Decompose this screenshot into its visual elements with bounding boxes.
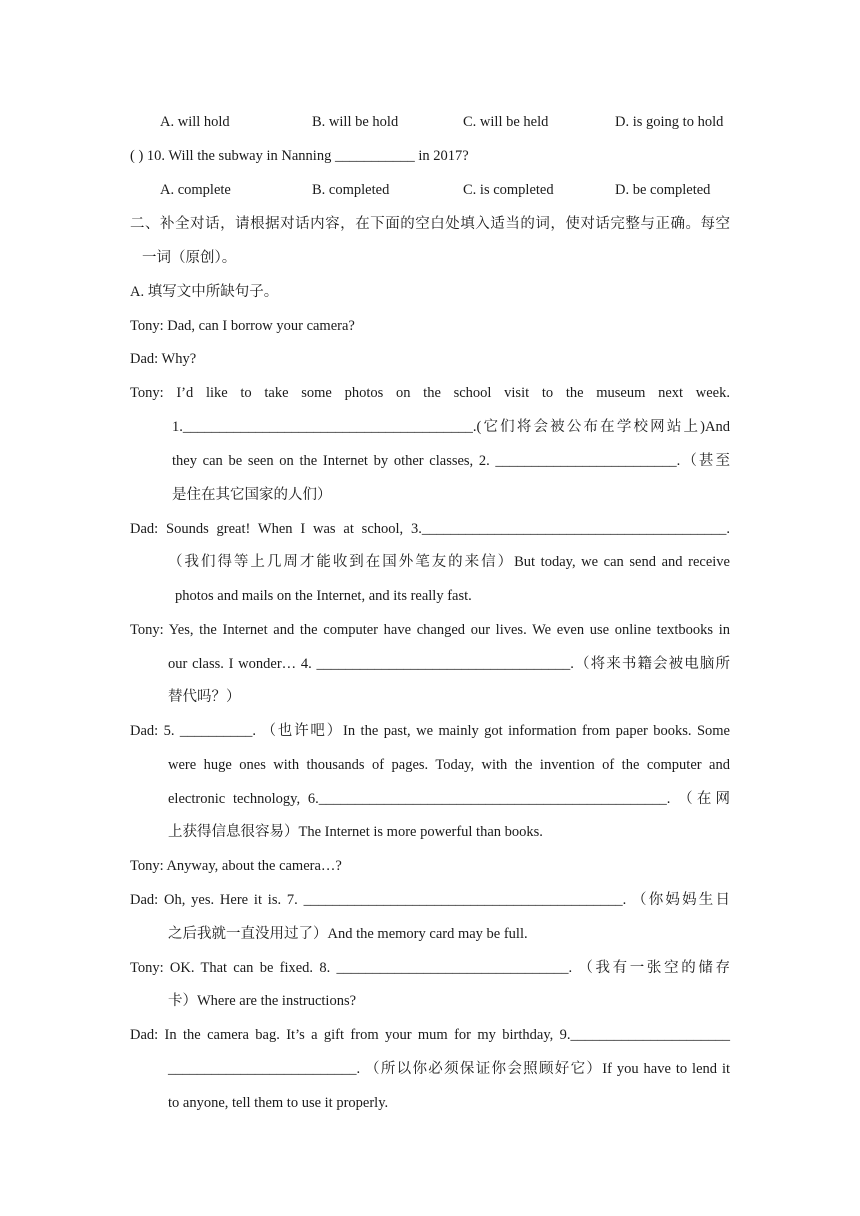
dialogue-line-15: electronic technology, 6.________________________________________________. （在网 <box>168 791 730 807</box>
dialogue-line-13: Dad: 5. __________. （也许吧）In the past, we mainly got information from paper books. Some <box>130 723 730 739</box>
dialogue-line-19: 之后我就一直没用过了）And the memory card may be full. <box>168 926 528 942</box>
dialogue-line-2: Dad: Why? <box>130 351 197 367</box>
dialogue-line-21: 卡）Where are the instructions? <box>168 993 357 1009</box>
dialogue-line-16: 上获得信息很容易）The Internet is more powerful than books. <box>168 824 543 840</box>
dialogue-line-17: Tony: Anyway, about the camera…? <box>130 858 342 874</box>
dialogue-line-8: （我们得等上几周才能收到在国外笔友的来信）But today, we can send and receive <box>168 554 730 570</box>
dialogue-line-22: Dad: In the camera bag. It’s a gift from your mum for my birthday, 9.______________________ <box>130 1027 730 1043</box>
q9-options <box>160 112 760 132</box>
dialogue-line-10: Tony: Yes, the Internet and the computer have changed our lives. We even use online textbooks in <box>130 622 730 638</box>
section2-title-cont: 一词（原创）。 <box>142 250 237 266</box>
q9-option-b: B. will be hold <box>312 114 399 130</box>
q9-option-d: D. is going to hold <box>615 114 724 130</box>
section2-title: 二、补全对话，请根据对话内容，在下面的空白处填入适当的词，使对话完整与正确。每空 <box>130 216 730 232</box>
dialogue-line-14: were huge ones with thousands of pages. Today, with the invention of the computer and <box>168 757 730 773</box>
q10-option-a: A. complete <box>160 182 231 198</box>
q10-options <box>160 180 760 200</box>
q10-stem: ( ) 10. Will the subway in Nanning ___________ in 2017? <box>130 148 469 164</box>
dialogue-line-6: 是住在其它国家的人们） <box>172 487 332 503</box>
dialogue-line-18: Dad: Oh, yes. Here it is. 7. ____________________________________________. （你妈妈生日 <box>130 892 730 908</box>
q10-option-b: B. completed <box>312 182 390 198</box>
dialogue-line-20: Tony: OK. That can be fixed. 8. ________________________________. （我有一张空的储存 <box>130 960 730 976</box>
q10-option-d: D. be completed <box>615 182 711 198</box>
dialogue-line-4: 1.________________________________________.(它们将会被公布在学校网站上)And <box>172 419 730 435</box>
q9-option-c: C. will be held <box>463 114 549 130</box>
dialogue-line-23: __________________________. （所以你必须保证你会照顾好它）If you have to lend it <box>168 1061 730 1077</box>
dialogue-line-1: Tony: Dad, can I borrow your camera? <box>130 318 355 334</box>
dialogue-line-3: Tony: I’d like to take some photos on the school visit to the museum next week. <box>130 385 730 401</box>
dialogue-line-9: photos and mails on the Internet, and its really fast. <box>175 588 472 604</box>
dialogue-line-24: to anyone, tell them to use it properly. <box>168 1095 389 1111</box>
dialogue-line-7: Dad: Sounds great! When I was at school, 3.__________________________________________. <box>130 521 730 537</box>
q10-option-c: C. is completed <box>463 182 554 198</box>
dialogue-line-12: 替代吗？） <box>168 689 241 705</box>
dialogue-line-11: our class. I wonder… 4. ___________________________________.（将来书籍会被电脑所 <box>168 656 730 672</box>
q9-option-a: A. will hold <box>160 114 230 130</box>
part-a-title: A. 填写文中所缺句子。 <box>130 284 279 300</box>
dialogue-line-5: they can be seen on the Internet by other classes, 2. _________________________.（甚至 <box>172 453 730 469</box>
